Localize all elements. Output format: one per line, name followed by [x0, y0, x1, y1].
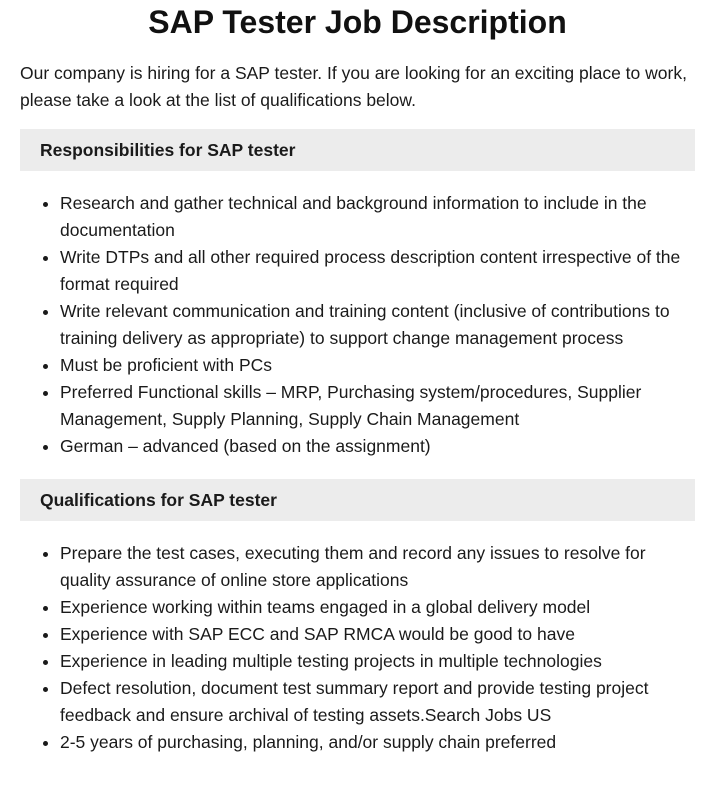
- list-item: • Experience working within teams engaged in a global delivery model: [60, 594, 700, 621]
- list-item: • Preferred Functional skills – MRP, Purchasing system/procedures, Supplier Management, Supply Planning, Supply Chain Management: [60, 379, 700, 433]
- responsibilities-list: [20, 190, 700, 460]
- list-item: • Defect resolution, document test summary report and provide testing project feedback and ensure archival of testing assets.Search Jobs US: [60, 675, 700, 729]
- page-title: SAP Tester Job Description: [148, 4, 567, 40]
- list-item: • Experience with SAP ECC and SAP RMCA would be good to have: [60, 621, 700, 648]
- responsibilities-heading: Responsibilities for SAP tester: [20, 129, 695, 171]
- qualifications-heading: Qualifications for SAP tester: [20, 479, 695, 521]
- list-item: • 2-5 years of purchasing, planning, and/or supply chain preferred: [60, 729, 700, 756]
- list-item: • Write relevant communication and training content (inclusive of contributions to training delivery as appropriate) to support change management process: [60, 298, 700, 352]
- list-item: • Write DTPs and all other required process description content irrespective of the format required: [60, 244, 700, 298]
- list-item: • Prepare the test cases, executing them and record any issues to resolve for quality assurance of online store applications: [60, 540, 700, 594]
- list-item: • Research and gather technical and background information to include in the documentation: [60, 190, 700, 244]
- intro-paragraph: Our company is hiring for a SAP tester. If you are looking for an exciting place to work, please take a look at the list of qualifications below.: [20, 63, 687, 110]
- list-item: • Experience in leading multiple testing projects in multiple technologies: [60, 648, 700, 675]
- list-item: • German – advanced (based on the assignment): [60, 433, 700, 460]
- list-item: • Must be proficient with PCs: [60, 352, 700, 379]
- qualifications-list: [20, 540, 700, 756]
